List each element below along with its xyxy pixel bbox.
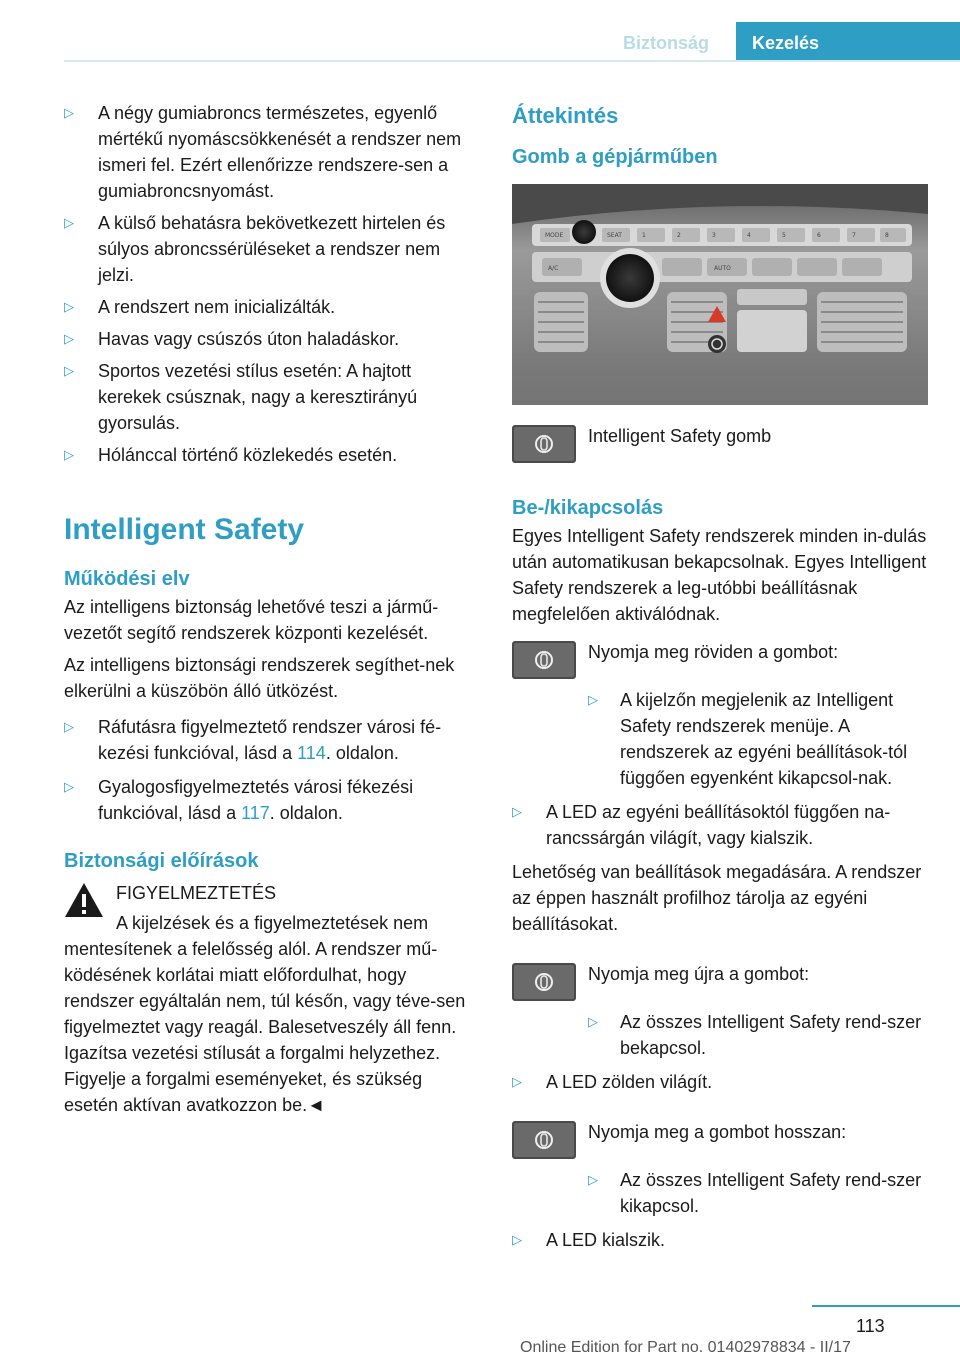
intelligent-safety-button-icon: [512, 641, 576, 679]
triangle-bullet-icon: ▷: [64, 215, 74, 230]
triangle-bullet-icon: ▷: [64, 447, 74, 462]
instruction-text: Nyomja meg röviden a gombot:: [588, 642, 839, 662]
photo-label: SEAT: [607, 232, 622, 239]
header-tab-biztonsag[interactable]: Biztonság: [622, 33, 709, 53]
triangle-bullet-icon: ▷: [588, 692, 598, 707]
list-item: ▷ Hólánccal történő közlekedés esetén.: [64, 442, 476, 468]
list-item: ▷ Sportos vezetési stílus esetén: A hajtott kerekek csúsznak, nagy a keresztirányú gyorsulás.: [64, 358, 476, 436]
triangle-bullet-icon: ▷: [512, 1074, 522, 1089]
header-divider: [64, 60, 960, 62]
subsection-title-onoff: Be-/kikapcsolás: [512, 497, 664, 519]
button-caption: Intelligent Safety gomb: [588, 426, 772, 446]
header-tab-kezeles[interactable]: Kezelés: [736, 22, 960, 62]
list-item: ▷ Gyalogosfigyelmeztetés városi fékezési funkcióval, lásd a 117. oldalon.: [64, 774, 476, 826]
paragraph: Lehetőség van beállítások megadására. A rendszer az éppen használt profilhoz tárolja az egyéni beállításokat.: [512, 862, 922, 934]
warning-text: A kijelzések és a figyelmeztetések nem mentesítenek a felelősség alól. A rendszer mű-ködésének korlátai miatt előfordulhat, hogy rendszer egyáltalán nem, túl későn, vagy téve-sen figyelmeztet vagy reagál. Balesetveszély áll fenn. Igazítsa vezetési stílusát a forgalmi helyzethez. Figyelje a forgalmi eseményeket, és szükség esetén aktívan avatkozzon be.◄: [64, 913, 466, 1115]
triangle-bullet-icon: ▷: [64, 363, 74, 378]
intelligent-safety-button-icon: [512, 425, 576, 463]
list-item: ▷ A külső behatásra bekövetkezett hirtelen és súlyos abroncssérüléseket a rendszer nem jelzi.: [64, 210, 476, 288]
warning-box: [64, 880, 476, 1118]
subsection-title-principle: Működési elv: [64, 568, 190, 590]
subsection-title-safety: Biztonsági előírások: [64, 850, 259, 872]
triangle-bullet-icon: ▷: [512, 1232, 522, 1247]
list-item: ▷ Havas vagy csúszós úton haladáskor.: [64, 326, 476, 352]
list-item: ▷ A négy gumiabroncs természetes, egyenlő mértékű nyomáscsökkenését a rendszer nem ismeri fel. Ezért ellenőrizze rendszere-sen a gumiabroncsnyomást.: [64, 100, 476, 204]
page-header: [0, 0, 960, 62]
triangle-bullet-icon: ▷: [64, 299, 74, 314]
page-link-117[interactable]: 117: [241, 803, 270, 823]
triangle-bullet-icon: ▷: [64, 105, 74, 120]
page-number: 113: [856, 1316, 885, 1336]
instruction-row: [512, 961, 928, 1003]
edition-footer: Online Edition for Part no. 01402978834 - II/17: [520, 1339, 851, 1356]
list-item: ▷ A LED az egyéni beállításoktól függően na-rancssárgán világít, vagy kialszik.: [512, 799, 928, 851]
section-title-overview: Áttekintés: [512, 103, 619, 128]
paragraph: Az intelligens biztonsági rendszerek segíthet-nek elkerülni a küszöbön álló ütközést.: [64, 655, 455, 701]
photo-label: 8: [885, 232, 889, 239]
instruction-row: [512, 1119, 928, 1161]
paragraph: Az intelligens biztonság lehetővé teszi a jármű-vezetőt segítő rendszerek központi kezelését.: [64, 597, 439, 643]
photo-label: 5: [782, 232, 786, 239]
photo-label: MODE: [545, 232, 564, 239]
warning-title: FIGYELMEZTETÉS: [116, 883, 277, 903]
triangle-bullet-icon: ▷: [588, 1014, 598, 1029]
photo-label: 2: [677, 232, 681, 239]
list-item: ▷ A kijelzőn megjelenik az Intelligent Safety rendszerek menüje. A rendszerek az egyéni beállítások-tól függően egyenként kikapcsol-nak.: [512, 687, 928, 791]
list-item: ▷ Az összes Intelligent Safety rend-szer bekapcsol.: [512, 1009, 928, 1061]
subsection-title-button: Gomb a gépjárműben: [512, 146, 718, 168]
right-column: [512, 96, 928, 1253]
list-item: ▷ A LED kialszik.: [512, 1227, 928, 1253]
paragraph: Egyes Intelligent Safety rendszerek minden in-dulás után automatikusan bekapcsolnak. Egyes Intelligent Safety rendszerek a leg-utóbbi beállításnak megfelelően aktiválódnak.: [512, 526, 927, 624]
photo-label: 7: [852, 232, 856, 239]
triangle-bullet-icon: ▷: [512, 804, 522, 819]
intelligent-safety-button-icon: [512, 963, 576, 1001]
section-title: Intelligent Safety: [64, 513, 305, 546]
footer-divider: [812, 1305, 960, 1307]
triangle-bullet-icon: ▷: [64, 719, 74, 734]
page-link-114[interactable]: 114: [297, 743, 326, 763]
list-item: ▷ A rendszert nem inicializálták.: [64, 294, 476, 320]
warning-triangle-icon: [64, 882, 104, 918]
list-item: ▷ A LED zölden világít.: [512, 1069, 928, 1095]
intelligent-safety-button-icon: [512, 1121, 576, 1159]
photo-label: 1: [642, 232, 646, 239]
instruction-text: Nyomja meg újra a gombot:: [588, 964, 810, 984]
list-item: ▷ Ráfutásra figyelmeztető rendszer városi fé-kezési funkcióval, lásd a 114. oldalon.: [64, 714, 476, 766]
button-caption-row: [512, 423, 928, 465]
photo-label: 4: [747, 232, 751, 239]
triangle-bullet-icon: ▷: [64, 331, 74, 346]
instruction-row: [512, 639, 928, 681]
left-column: [64, 96, 476, 1118]
photo-label: 3: [712, 232, 716, 239]
triangle-bullet-icon: ▷: [588, 1172, 598, 1187]
instruction-text: Nyomja meg a gombot hosszan:: [588, 1122, 847, 1142]
list-item: ▷ Az összes Intelligent Safety rend-szer kikapcsol.: [512, 1167, 928, 1219]
photo-label: A/C: [548, 265, 559, 272]
photo-label: 6: [817, 232, 821, 239]
photo-label: AUTO: [714, 265, 731, 272]
triangle-bullet-icon: ▷: [64, 779, 74, 794]
dashboard-control-panel-photo: [512, 184, 928, 405]
